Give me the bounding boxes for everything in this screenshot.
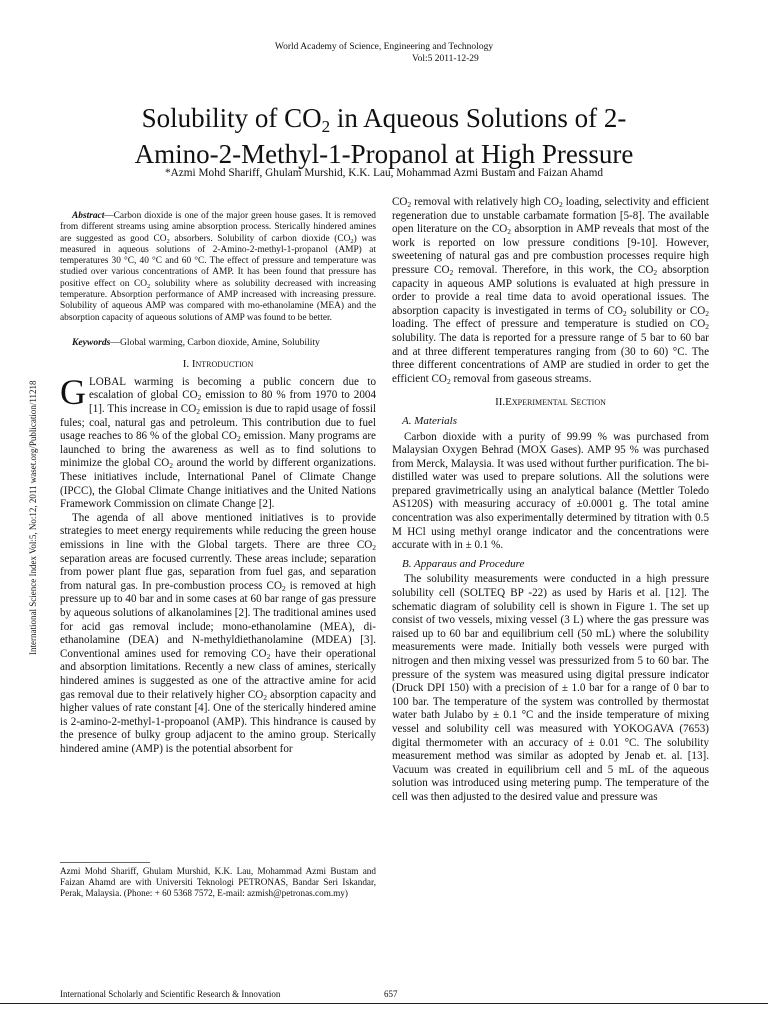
volume-date: Vol:5 2011-12-29: [412, 54, 479, 64]
subsection-apparatus-heading: B. Apparaus and Procedure: [402, 557, 525, 570]
title-part1: Solubility of CO: [141, 103, 322, 133]
side-index-text: International Science Index Vol:5, No:12, 2011 waset.org/Publication/11218: [28, 380, 38, 655]
materials-paragraph: Carbon dioxide with a purity of 99.99 % was purchased from Malaysian Oxygen Behrad (MOX Gases). AMP 95 % was purchased from Merck, Malaysia. It was used without further purification. The bi-distilled water was used to prepare solutions. All the solutions were prepared gravimetrically using an analytical balance (Mettler Toledo AS120S) with measuring accuracy of ±0.0001 g. The total amine concentration was also experimentally determined by titration with 0.5 M HCl using methyl orange indicator and the concentrations were accurate with in ± 0.1 %.: [392, 430, 709, 552]
journal-header: World Academy of Science, Engineering and Technology: [274, 42, 494, 52]
title-line2: Amino-2-Methyl-1-Propanol at High Pressure: [134, 139, 634, 169]
abstract: [60, 211, 376, 324]
authors: *Azmi Mohd Shariff, Ghulam Murshid, K.K. Lau, Mohammad Azmi Bustam and Faizan Ahamd: [164, 167, 604, 179]
procedure-paragraph: The solubility measurements were conducted in a high pressure solubility cell (SOLTEQ BP -22) as used by Haris et al. [12]. The schematic diagram of solubility cell is shown in Figure 1. The set up consist of two vessels, mixing vessel (3 L) where the gas pressure was raised up to 60 bar and equilibrium cell (50 mL) where the solubility measurements were made. Initially both vessels were purged with nitrogen and then mixing vessel was pressurized from 5 to 60 bar. The pressure of the system was measured using digital pressure indicator (Druck DPI 150) with a precision of ± 1.0 bar for a range of 0 bar to 100 bar. The temperature of the system was controlled by thermostat water bath Julabo by ± 0.1 °C and the inside temperature of mixing vessel and solubility cell was measured with YOKOGAVA (7653) digital thermometer with an accuracy of ± 0.01 °C. The solubility measurement method was similar as adopted by Jenab et. al. [13]. Vacuum was created in equilibrium cell and 5 mL of the aqueous solution was introduced using metering pump. The temperature of the cell was then adjusted to the desired value and pressure was: [392, 573, 709, 803]
paper-title: [60, 100, 708, 172]
title-part2: in Aqueous Solutions of 2-: [330, 103, 627, 133]
title-subscript: 2: [321, 117, 331, 136]
author-affiliation-footnote: Azmi Mohd Shariff, Ghulam Murshid, K.K. Lau, Mohammad Azmi Bustam and Faizan Ahamd are with Universiti Teknologi PETRONAS, Bandar Seri Iskandar, Perak, Malaysia. (Phone: + 60 5368 7572, E-mail: azmish@petronas.com.my): [60, 866, 376, 898]
section-experimental-heading: II.Experimental Section: [495, 396, 606, 409]
section-introduction-heading: I. Introduction: [182, 358, 254, 371]
drop-cap: G: [60, 371, 86, 412]
abstract-text: —Carbon dioxide is one of the major green house gases. It is removed from different streams using amine absorption process. Sterically hindered amines are suggested as good $CO_2$ absorbers. Solubility of carbon dioxide $(CO_2)$ was measured in aqueous solutions of 2-Amino-2-methyl-1-propanol (AMP) at temperatures 30 °C, 40 °C and 60 °C. The effect of pressure and temperature was studied over various concentrations of AMP. It has been found that pressure has positive effect on $CO_2$ solubility where as solubility decreased with increasing temperature. Absorption performance of AMP increased with increasing pressure. Solubility of aqueous AMP was compared with mo-ethanolamine (MEA) and the absorption capacity of aqueous solutions of AMP was found to be better.: [60, 211, 376, 323]
left-column: [60, 211, 376, 756]
right-paragraph-1: $CO_2$ removal with relatively high $CO_2$ loading, selectivity and efficient regeneration due to unstable carbamate formation [5-8]. The available open literature on the $CO_2$ absorption in AMP reveals that most of the work is reported on low pressure conditions [9-10]. However, sweetening of natural gas and pre combustion processes require high pressure $CO_2$ removal. Therefore, in this work, the $CO_2$ absorption capacity in aqueous AMP solutions is evaluated at high pressure in order to provide a real time data to avoid operational issues. The absorption capacity is investigated in terms of $CO_2$ solubility or $CO_2$ loading. The effect of pressure and temperature is studied on $CO_2$ solubility. The data is reported for a pressure range of 5 bar to 60 bar and at three different temperatures ranging from (30 to 60) °C. The three different concentrations of AMP are studied in order to get the efficient $CO_2$ removal from gaseous streams.: [392, 196, 710, 386]
page-number: 657: [384, 989, 398, 999]
keywords-label: Keywords: [72, 336, 111, 348]
subsection-materials-heading: A. Materials: [402, 414, 457, 427]
intro-p1-text: LOBAL warming is becoming a public concern due to escalation of global $CO_2$ emission to 80 % from 1970 to 2004 [1]. This increase in $CO_2$ emission is due to rapid usage of fossil fules; coal, natural gas and petroleum. This contribution due to fuel usage reaches to 86 % of the global $CO_2$ emission. Many programs are launched to bring the awareness as well as to find solutions to minimize the global $CO_2$ around the world by different organizations. These initiatives include, International Panel of Climate Change (IPCC), the Global Climate Change initiatives and the United Nations Framework Commission on climate Change [2].: [60, 375, 376, 511]
intro-paragraph-2: The agenda of all above mentioned initiatives is to provide strategies to meet energy requirements while reducing the green house emissions in line with the Global targets. There are three $CO_2$ separation areas are focused currently. These areas include; separation from power plant flue gas, separation from fuel gas, and separation from natural gas. In pre-combustion process $CO_2$ is removed at high pressure up to 40 bar and in some cases at 60 bar range of gas pressure by aqueous solutions of alkanolamines [2]. The traditional amines used for acid gas removal include; mono-ethanolamine (MEA), di-ethanolamine (DEA) and N-methyldiethanolamine (MDEA) [3]. Conventional amines used for removing $CO_2$ have their operational and absorption limitations. Recently a new class of amines, sterically hindered amines is suggested as one of the attractive amine for acid gas removal due to their relatively higher $CO_2$ absorption capacity and higher values of rate constant [4]. One of the sterically hindered amine is 2-amino-2-methyl-1-propoanol (AMP). This hindrance is caused by the presence of bulky group adjacent to the amino group. Sterically hindered amine (AMP) is the potential absorbent for: [60, 511, 376, 755]
intro-paragraph-1: [60, 371, 376, 512]
keywords: [60, 337, 376, 348]
footer-rule: [0, 1003, 768, 1004]
keywords-text: —Global warming, Carbon dioxide, Amine, Solubility: [110, 336, 320, 348]
right-column: [392, 196, 709, 805]
footnote-rule: [60, 862, 150, 863]
abstract-label: Abstract: [72, 211, 105, 221]
footer-publisher: International Scholarly and Scientific Research & Innovation: [60, 989, 281, 999]
